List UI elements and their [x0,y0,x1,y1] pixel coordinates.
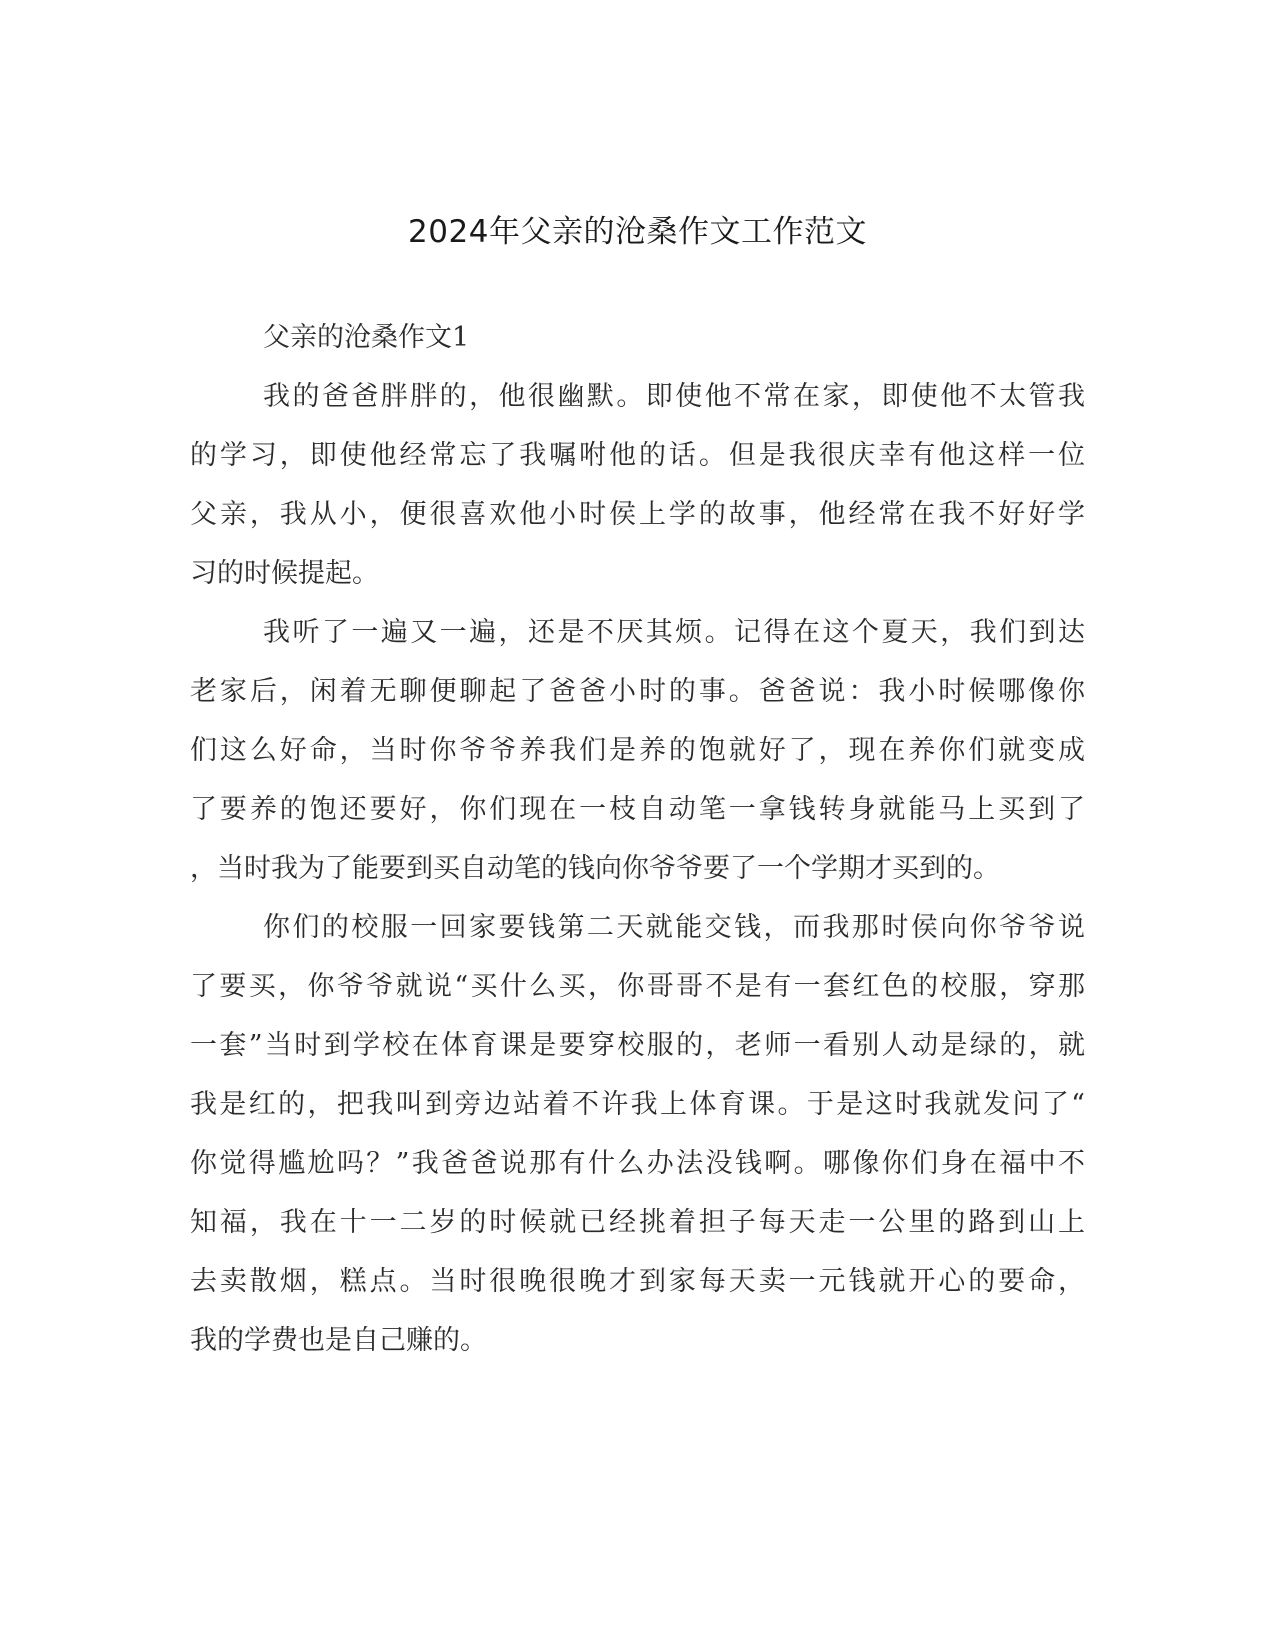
paragraph-line: 老家后，闲着无聊便聊起了爸爸小时的事。爸爸说：我小时候哪像你 [190,676,1085,707]
paragraph-line: 们这么好命，当时你爷爷养我们是养的饱就好了，现在养你们就变成 [190,735,1085,766]
paragraph-line: 一套”当时到学校在体育课是要穿校服的，老师一看别人动是绿的，就 [190,1030,1085,1061]
section-heading: 父亲的沧桑作文1 [263,322,470,353]
paragraph-line: 了要买，你爷爷就说“买什么买，你哥哥不是有一套红色的校服，穿那 [190,971,1085,1002]
paragraph-line: 的学习，即使他经常忘了我嘱咐他的话。但是我很庆幸有他这样一位 [190,440,1085,471]
paragraph-line: 我听了一遍又一遍，还是不厌其烦。记得在这个夏天，我们到达 [263,617,1085,648]
paragraph-line: 你们的校服一回家要钱第二天就能交钱，而我那时侯向你爷爷说 [263,912,1085,943]
paragraph-line: 父亲，我从小，便很喜欢他小时侯上学的故事，他经常在我不好好学 [190,499,1085,530]
document-title: 2024年父亲的沧桑作文工作范文 [408,214,867,250]
paragraph-line: 去卖散烟，糕点。当时很晚很晚才到家每天卖一元钱就开心的要命， [190,1266,1085,1297]
paragraph-line: 我的爸爸胖胖的，他很幽默。即使他不常在家，即使他不太管我 [263,381,1085,412]
paragraph-line: 我的学费也是自己赚的。 [190,1325,487,1356]
paragraph-line: ，当时我为了能要到买自动笔的钱向你爷爷要了一个学期才买到的。 [190,853,1000,884]
paragraph-line: 你觉得尴尬吗？”我爸爸说那有什么办法没钱啊。哪像你们身在福中不 [190,1148,1085,1179]
paragraph-line: 知福，我在十一二岁的时候就已经挑着担子每天走一公里的路到山上 [190,1207,1085,1238]
paragraph-line: 习的时候提起。 [190,558,379,589]
paragraph-line: 了要养的饱还要好，你们现在一枝自动笔一拿钱转身就能马上买到了 [190,794,1085,825]
paragraph-line: 我是红的，把我叫到旁边站着不许我上体育课。于是这时我就发问了“ [190,1089,1085,1120]
